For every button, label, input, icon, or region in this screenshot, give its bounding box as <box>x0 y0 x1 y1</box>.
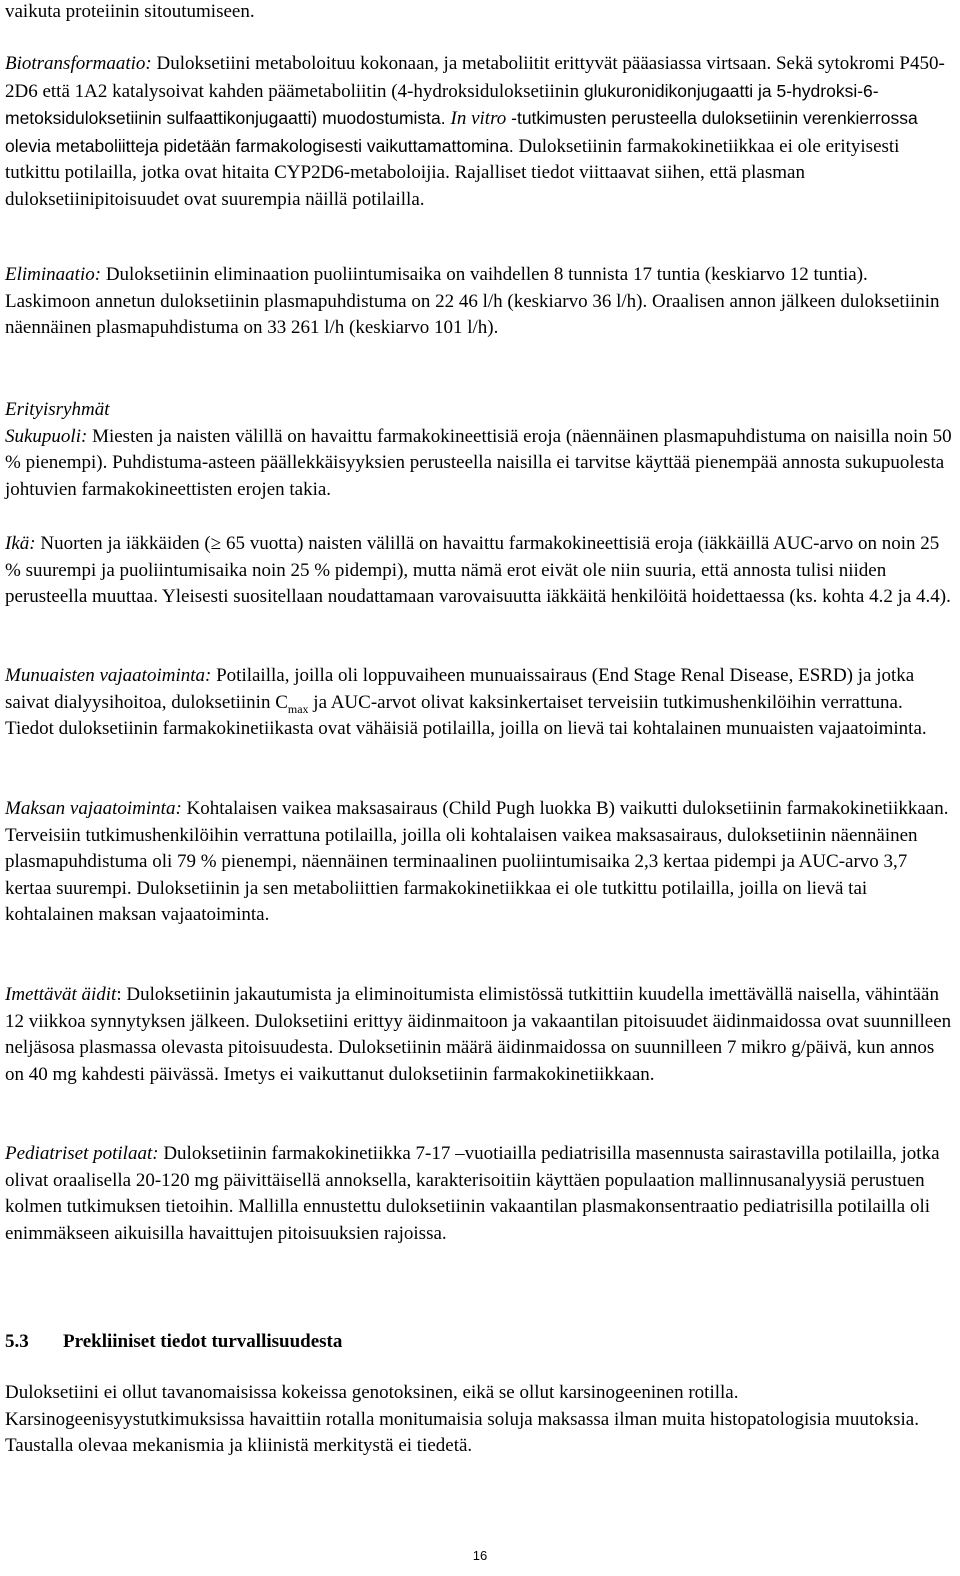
hepatic-label: Maksan vajaatoiminta: <box>5 798 182 819</box>
renal-text-a: Potilailla, joilla oli loppuvaiheen munuaissairaus (End Stage Renal Disease, ESRD) ja jotka saivat dialyysihoitoa, duloksetiinin C <box>5 665 915 713</box>
nursing-text: : Duloksetiinin jakautumista ja eliminoitumista elimistössä tutkittiin kuudella imettävällä naisella, vähintään 12 viikkoa synnytyksen jälkeen. Duloksetiini erittyy äidinmaitoon ja vakaantilan pitoisuudet äidinmaidossa ovat suunnilleen neljäsosa plasmassa olevasta pitoisuudesta. Duloksetiinin määrä äidinmaidossa on suunnilleen 7 mikro g/päivä, kun annos on 40 mg kahdesti päivässä. Imetys ei vaikuttanut duloksetiinin farmakokinetiikkaan. <box>5 984 952 1085</box>
pediatric-text: Duloksetiinin farmakokinetiikka 7-17 –vuotiailla pediatrisilla masennusta sairastavilla potilailla, jotka olivat oraalisella 20-120 mg päivittäisellä annoksella, karakterisoitiin käyttäen populaation mallinnusanalyysiä perustuen kolmen tutkimuksen tietoihin. Mallilla ennustettu duloksetiinin vakaantilan plasmakonsentraatio pediatrisilla potilailla oli enimmäkseen aikuisilla havaittujen pitoisuuksien rajoissa. <box>5 1143 940 1244</box>
hepatic-paragraph <box>5 796 955 929</box>
nursing-label: Imettävät äidit <box>5 984 117 1005</box>
biotransformation-text-1: Duloksetiini metaboloituu kokonaan, ja metaboliitit erittyvät pääasiassa virtsaan. Sekä sytokromi P450-2D6 että 1A2 katalysoivat kahden päämetaboliitin (4-hydroksiduloksetiinin <box>5 53 945 102</box>
in-vitro-label: In vitro <box>450 108 507 130</box>
intro-text: vaikuta proteiinin sitoutumiseen. <box>5 1 255 22</box>
biotransformation-label: Biotransformaatio: <box>5 53 152 74</box>
biotransformation-paragraph <box>5 51 955 214</box>
biotransformation-text-3: -tutkimusten perusteella duloksetiinin verenkierrossa olevia metaboliitteja pidetään farmakologisesti vaikuttamattomina. <box>5 108 918 156</box>
age-label: Ikä: <box>5 533 36 554</box>
renal-text-b: ja AUC-arvot olivat kaksinkertaiset terveisiin tutkimushenkilöihin verrattuna. Tiedot duloksetiinin farmakokinetiikasta ovat vähäisiä potilailla, joilla on lievä tai kohtalainen munuaisten vajaatoiminta. <box>5 691 927 740</box>
renal-paragraph <box>5 663 955 743</box>
age-text-b: 65 vuotta) naisten välillä on havaittu farmakokineettisiä eroja (iäkkäillä AUC-arvo on noin 25 % suurempi ja puoliintumisaika noin 25 % pidempi), mutta nämä erot eivät ole niin suuria, että annosta tulisi niiden perusteella muuttaa. Yleisesti suositellaan noudattamaan varovaisuutta iäkkäitä henkilöitä hoidettaessa (ks. kohta 4.2 ja 4.4). <box>5 533 951 608</box>
cmax-subscript: max <box>287 701 309 716</box>
hepatic-text: Kohtalaisen vaikea maksasairaus (Child Pugh luokka B) vaikutti duloksetiinin farmakokinetiikkaan. Terveisiin tutkimushenkilöihin verrattuna potilailla, joilla oli kohtalaisen vaikea maksasairaus, duloksetiinin näennäinen plasmapuhdistuma oli 79 % pienempi, näennäinen terminaalinen puoliintumisaika 2,3 kertaa pidempi ja AUC-arvo 3,7 kertaa suurempi. Duloksetiinin ja sen metaboliittien farmakokinetiikkaa ei ole tutkittu potilailla, joilla on lievä tai kohtalainen maksan vajaatoiminta. <box>5 798 949 926</box>
pediatric-label: Pediatriset potilaat: <box>5 1143 159 1164</box>
nursing-paragraph <box>5 982 955 1088</box>
section-heading <box>5 1329 342 1356</box>
biotransformation-text-4: Duloksetiinin farmakokinetiikkaa ei ole erityisesti tutkittu potilailla, jotka ovat hitaita CYP2D6-metaboloijia. Rajalliset tiedot viittaavat siihen, että plasman duloksetiinipitoisuudet ovat suurempia näillä potilailla. <box>5 135 900 210</box>
section-text: Duloksetiini ei ollut tavanomaisissa kokeissa genotoksinen, eikä se ollut karsinogeeninen rotilla. Karsinogeenisyystutkimuksissa havaittiin rotalla monitumaisia soluja maksassa ilman muita histopatologisia muutoksia. Taustalla olevaa mekanismia ja kliinistä merkitystä ei tiedetä. <box>5 1382 919 1457</box>
elimination-text: Duloksetiinin eliminaation puoliintumisaika on vaihdellen 8 tunnista 17 tuntia (keskiarvo 12 tuntia). Laskimoon annetun duloksetiinin plasmapuhdistuma on 22 46 l/h (keskiarvo 36 l/h). Oraalisen annon jälkeen duloksetiinin näennäinen plasmapuhdistuma on 33 261 l/h (keskiarvo 101 l/h). <box>5 264 940 339</box>
page-number: 16 <box>472 1548 488 1563</box>
section-title: Prekliiniset tiedot turvallisuudesta <box>63 1331 343 1352</box>
sex-text: Miesten ja naisten välillä on havaittu farmakokineettisiä eroja (näennäinen plasmapuhdistuma on naisilla noin 50 % pienempi). Puhdistuma-asteen päällekkäisyyksien perusteella naisilla ei tarvitse käyttää pienempää annosta sukupuolesta johtuvien farmakokineettisten erojen takia. <box>5 425 952 500</box>
age-text-a: Nuorten ja iäkkäiden ( <box>35 533 211 554</box>
elimination-paragraph <box>5 262 955 342</box>
section-paragraph <box>5 1380 955 1460</box>
intro-paragraph <box>5 0 955 26</box>
greater-equal-symbol: ≥ <box>210 533 222 554</box>
elimination-label: Eliminaatio: <box>5 264 102 285</box>
special-groups-paragraph <box>5 397 955 503</box>
renal-label: Munuaisten vajaatoiminta: <box>5 665 212 686</box>
pediatric-paragraph <box>5 1141 955 1247</box>
biotransformation-text-2: glukuronidikonjugaatti ja 5-hydroksi-6-metoksiduloksetiinin sulfaattikonjugaatti) muodostumista. <box>5 80 879 129</box>
sex-label: Sukupuoli: <box>5 425 88 447</box>
section-number: 5.3 <box>5 1331 29 1352</box>
age-paragraph <box>5 531 955 611</box>
special-groups-heading: Erityisryhmät <box>5 399 110 420</box>
